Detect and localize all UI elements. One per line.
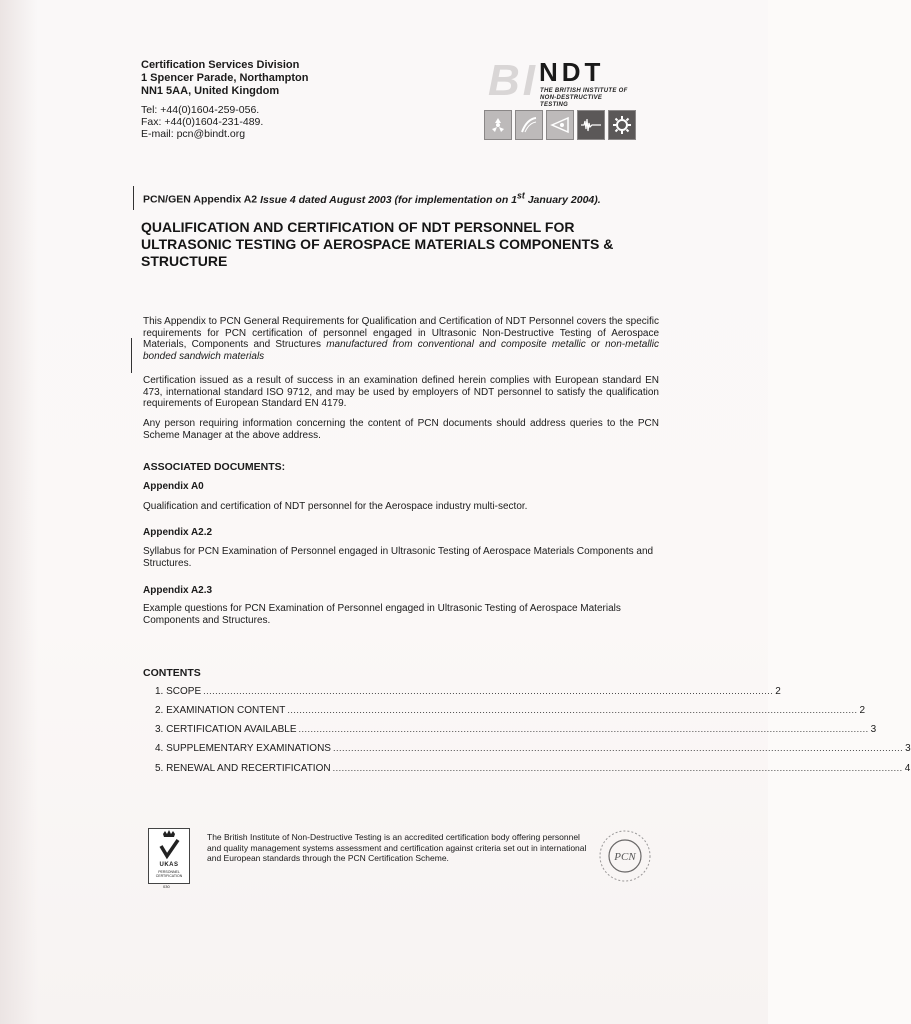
toc-page: 2 [859, 705, 866, 716]
pcn-seal [597, 828, 653, 884]
ukas-label: UKAS [159, 862, 179, 868]
reference-superscript: st [517, 190, 525, 200]
document-reference [143, 190, 601, 206]
crown-tick-icon [149, 829, 189, 861]
reference-issue-tail: January 2004). [524, 193, 601, 206]
email: E-mail: pcn@bindt.org [141, 128, 246, 140]
logo-name: NDT [539, 57, 605, 87]
radiography-icon [484, 110, 512, 140]
pcn-seal-label: PCN [614, 851, 636, 863]
bindt-logo [482, 57, 632, 147]
appendix-title: Appendix A2.2 [143, 527, 213, 538]
address-block [141, 59, 309, 98]
reference-code: PCN/GEN Appendix A2 [143, 193, 258, 206]
appendix-description: Syllabus for PCN Examination of Personnel engaged in Ultrasonic Testing of Aerospace Materials Components and Structures. [143, 546, 654, 569]
toc-leader: .............................................................................................................................................................................................. [332, 743, 904, 753]
toc-page: 3 [905, 743, 911, 754]
fax: Fax: +44(0)1604-231-489. [141, 116, 264, 128]
appendix-description: Example questions for PCN Examination of Personnel engaged in Ultrasonic Testing of Aerospace Materials Components and Structures. [143, 603, 621, 626]
logo-watermark: BI [488, 56, 538, 105]
logo-subtitle-line: NON-DESTRUCTIVE TESTING [540, 95, 603, 108]
reference-issue [260, 190, 601, 206]
ukas-sub-label: PERSONNEL CERTIFICATION [155, 870, 183, 878]
toc-entry[interactable] [155, 724, 877, 735]
intro-paragraph [143, 316, 659, 363]
address-line: Certification Services Division [141, 59, 300, 71]
logo-subtitle-line: THE BRITISH INSTITUTE OF [540, 88, 628, 94]
toc-label: 1. SCOPE [155, 686, 202, 697]
reference-issue-text: Issue 4 dated August 2003 (for implementation on 1 [260, 193, 517, 206]
revision-bar [131, 338, 132, 373]
eddy-current-gear-icon [608, 110, 636, 140]
penetrant-icon [546, 110, 574, 140]
revision-bar [133, 186, 134, 210]
ukas-badge [148, 828, 190, 884]
address-line: 1 Spencer Parade, Northampton [141, 72, 309, 84]
ultrasonic-icon [577, 110, 605, 140]
intro-italic-text: manufactured from conventional and composite metallic or non-metallic bonded sandwich materials [143, 339, 659, 363]
toc-entry[interactable] [155, 686, 781, 697]
toc-label: 4. SUPPLEMENTARY EXAMINATIONS [155, 743, 331, 754]
toc-entry[interactable] [155, 763, 911, 774]
associated-documents-heading: ASSOCIATED DOCUMENTS: [143, 461, 286, 473]
toc-page: 3 [870, 724, 877, 735]
paper-edge-shadow [0, 0, 38, 1024]
toc-label: 5. RENEWAL AND RECERTIFICATION [155, 763, 331, 774]
toc-page: 2 [775, 686, 781, 697]
toc-label: 3. CERTIFICATION AVAILABLE [155, 724, 297, 735]
contact-block [141, 104, 263, 140]
toc-leader: .............................................................................................................................................................................................. [298, 724, 869, 734]
toc-label: 2. EXAMINATION CONTENT [155, 705, 286, 716]
queries-paragraph: Any person requiring information concerning the content of PCN documents should address queries to the PCN Scheme Manager at the above address. [143, 418, 659, 441]
appendix-title: Appendix A2.3 [143, 585, 213, 596]
logo-subtitle [540, 88, 632, 109]
ukas-number: 030 [163, 884, 170, 889]
toc-leader: .............................................................................................................................................................................................. [203, 686, 774, 696]
toc-leader: .............................................................................................................................................................................................. [287, 705, 858, 715]
address-line: NN1 5AA, United Kingdom [141, 85, 280, 97]
intro-text: This Appendix to PCN General Requirements for Qualification and Certification of NDT Personnel covers the specific requirements for PCN certification of personnel engaged in Ultrasonic Non-Destructive Testing of Aerospace Materials, Components and Structures [143, 316, 659, 351]
toc-page: 4 [904, 763, 911, 774]
accreditation-statement: The British Institute of Non-Destructive Testing is an accredited certification body offering personnel and quality management systems assessment and certification against criteria set out in international and European standards through the PCN Certification Scheme. [207, 832, 587, 863]
contents-heading: CONTENTS [143, 667, 201, 679]
toc-leader: .............................................................................................................................................................................................. [332, 763, 903, 773]
appendix-title: Appendix A0 [143, 481, 204, 492]
compliance-paragraph: Certification issued as a result of success in an examination defined herein complies with European standard EN 473, international standard ISO 9712, and may be used by employers of NDT personnel to satisfy the qualification requirements of European Standard EN 4179. [143, 375, 659, 410]
method-icons [484, 110, 636, 140]
magnetic-particle-icon [515, 110, 543, 140]
toc-entry[interactable] [155, 705, 866, 716]
appendix-description: Qualification and certification of NDT personnel for the Aerospace industry multi-sector. [143, 501, 528, 512]
page-title: QUALIFICATION AND CERTIFICATION OF NDT PERSONNEL FOR ULTRASONIC TESTING OF AEROSPACE MATERIALS COMPONENTS & STRUCTURE [141, 219, 614, 269]
toc-entry[interactable] [155, 743, 911, 754]
telephone: Tel: +44(0)1604-259-056. [141, 104, 260, 116]
